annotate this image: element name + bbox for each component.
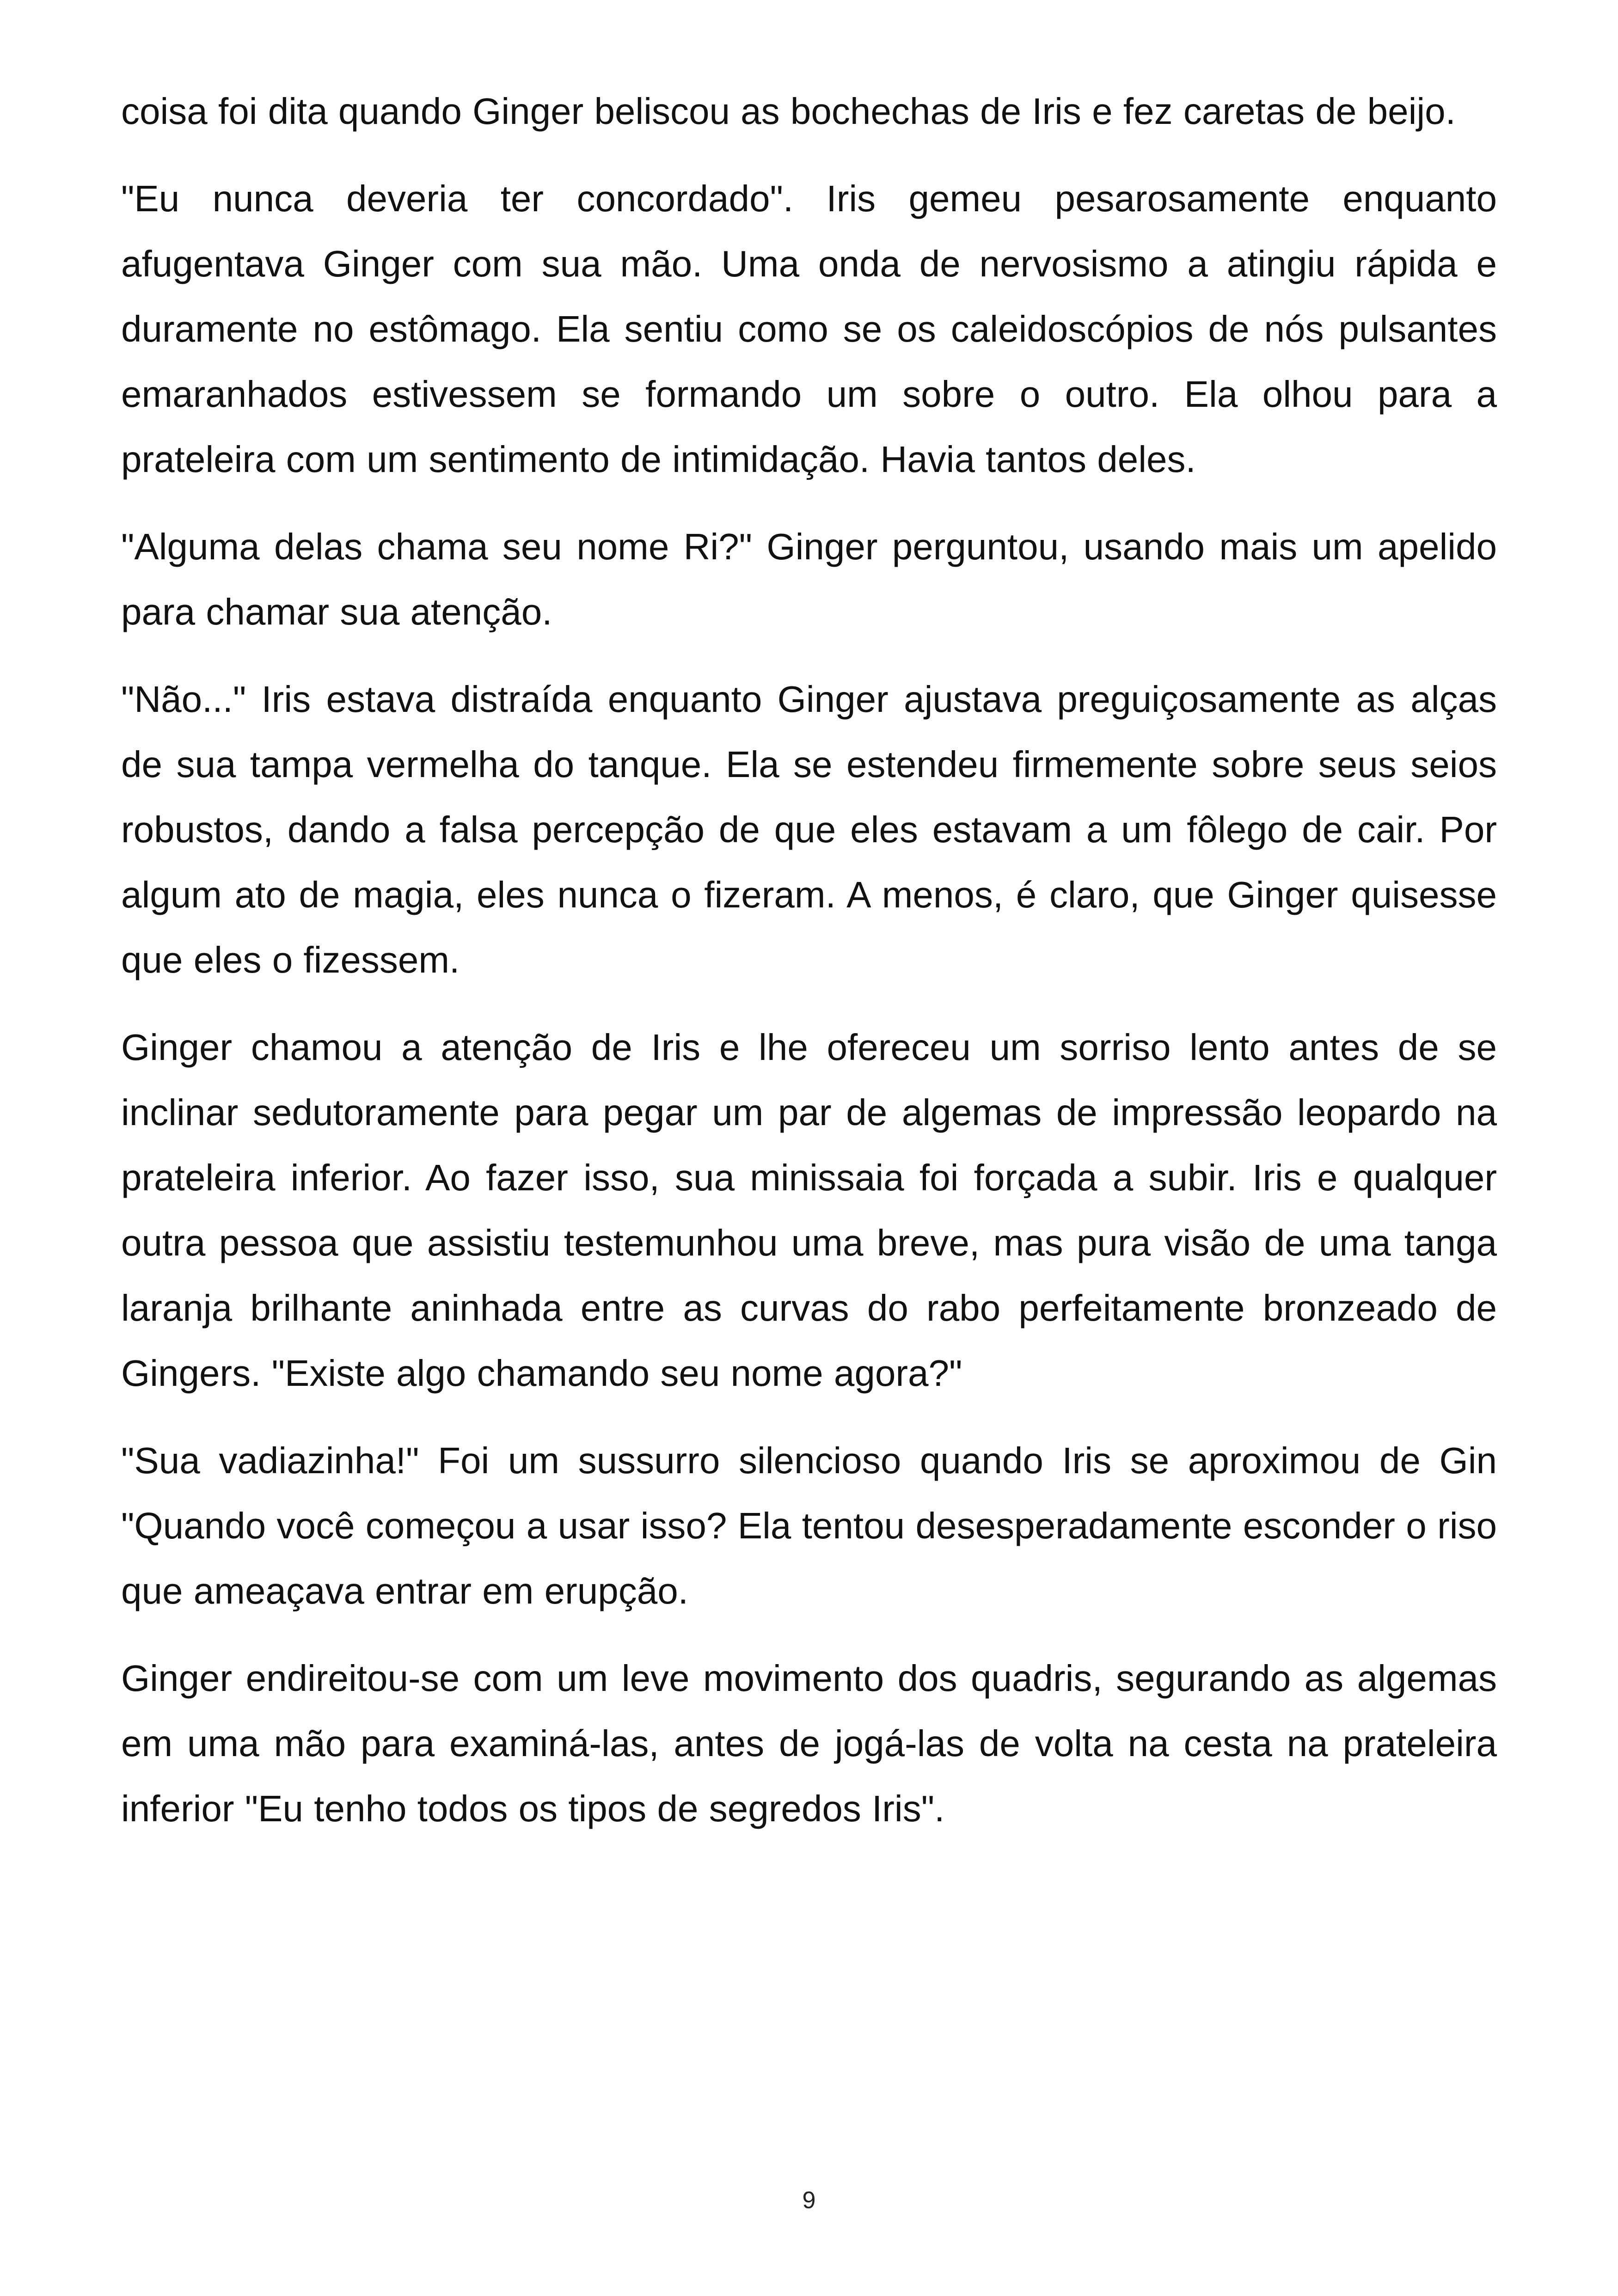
page-number: 9: [802, 2187, 816, 2214]
paragraph: Ginger chamou a atenção de Iris e lhe ofereceu um sorriso lento antes de se inclinar sedutoramente para pegar um par de algemas de impressão leopardo na prateleira inferior. Ao fazer isso, sua minissaia foi forçada a subir. Iris e qualquer outra pessoa que assistiu testemunhou uma breve, mas pura visão de uma tanga laranja brilhante aninhada entre as curvas do rabo perfeitamente bronzeado de Gingers. "Existe algo chamando seu nome agora?": [121, 1027, 1497, 1394]
paragraph: coisa foi dita quando Ginger beliscou as bochechas de Iris e fez caretas de beijo.: [121, 91, 1456, 132]
paragraph: "Não..." Iris estava distraída enquanto Ginger ajustava preguiçosamente as alças de sua tampa vermelha do tanque. Ela se estendeu firmemente sobre seus seios robustos, dando a falsa percepção de que eles estavam a um fôlego de cair. Por algum ato de magia, eles nunca o fizeram. A menos, é claro, que Ginger quisesse que eles o fizessem.: [121, 679, 1497, 980]
body-text: [121, 79, 1497, 1863]
paragraph: "Sua vadiazinha!" Foi um sussurro silencioso quando Iris se aproximou de Gin "Quando você começou a usar isso? Ela tentou desesperadamente esconder o riso que ameaçava entrar em erupção.: [121, 1440, 1497, 1611]
paragraph: "Alguma delas chama seu nome Ri?" Ginger perguntou, usando mais um apelido para chamar sua atenção.: [121, 526, 1497, 632]
paragraph: "Eu nunca deveria ter concordado". Iris gemeu pesarosamente enquanto afugentava Ginger com sua mão. Uma onda de nervosismo a atingiu rápida e duramente no estômago. Ela sentiu como se os caleidoscópios de nós pulsantes emaranhados estivessem se formando um sobre o outro. Ela olhou para a prateleira com um sentimento de intimidação. Havia tantos deles.: [121, 178, 1497, 480]
paragraph: Ginger endireitou-se com um leve movimento dos quadris, segurando as algemas em uma mão para examiná-las, antes de jogá-las de volta na cesta na prateleira inferior "Eu tenho todos os tipos de segredos Iris".: [121, 1658, 1497, 1829]
